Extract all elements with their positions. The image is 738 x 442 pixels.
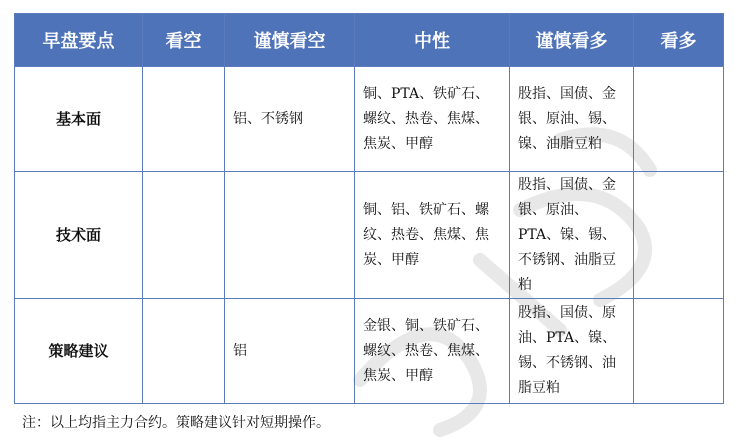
cell-cautious-bullish: 股指、国债、金银、原油、PTA、镍、锡、不锈钢、油脂豆粕	[510, 172, 634, 299]
cell-neutral: 铜、铝、铁矿石、螺纹、热卷、焦煤、焦炭、甲醇	[355, 172, 510, 299]
cell-bullish	[634, 299, 724, 404]
header-cell-cautious-bullish: 谨慎看多	[510, 14, 634, 67]
cell-bearish	[143, 172, 225, 299]
cell-cautious-bearish: 铝、不锈钢	[225, 67, 355, 172]
cell-neutral: 铜、PTA、铁矿石、螺纹、热卷、焦煤、焦炭、甲醇	[355, 67, 510, 172]
header-cell-bullish: 看多	[634, 14, 724, 67]
header-cell-bearish: 看空	[143, 14, 225, 67]
header-cell-key-points: 早盘要点	[15, 14, 143, 67]
cell-bearish	[143, 67, 225, 172]
cell-bearish	[143, 299, 225, 404]
cell-cautious-bullish: 股指、国债、金银、原油、锡、镍、油脂豆粕	[510, 67, 634, 172]
cell-bullish	[634, 172, 724, 299]
row-label-fundamentals: 基本面	[15, 67, 143, 172]
header-cell-neutral: 中性	[355, 14, 510, 67]
table-row	[15, 67, 724, 172]
outlook-table	[14, 13, 724, 404]
cell-cautious-bearish: 铝	[225, 299, 355, 404]
header-cell-cautious-bearish: 谨慎看空	[225, 14, 355, 67]
cell-neutral: 金银、铜、铁矿石、螺纹、热卷、焦煤、焦炭、甲醇	[355, 299, 510, 404]
footnote: 注：以上均指主力合约。策略建议针对短期操作。	[22, 415, 330, 431]
row-label-strategy: 策略建议	[15, 299, 143, 404]
row-label-technicals: 技术面	[15, 172, 143, 299]
table-header-row	[15, 14, 724, 67]
cell-cautious-bullish: 股指、国债、原油、PTA、镍、锡、不锈钢、油脂豆粕	[510, 299, 634, 404]
cell-bullish	[634, 67, 724, 172]
table-row	[15, 172, 724, 299]
table-row	[15, 299, 724, 404]
cell-cautious-bearish	[225, 172, 355, 299]
